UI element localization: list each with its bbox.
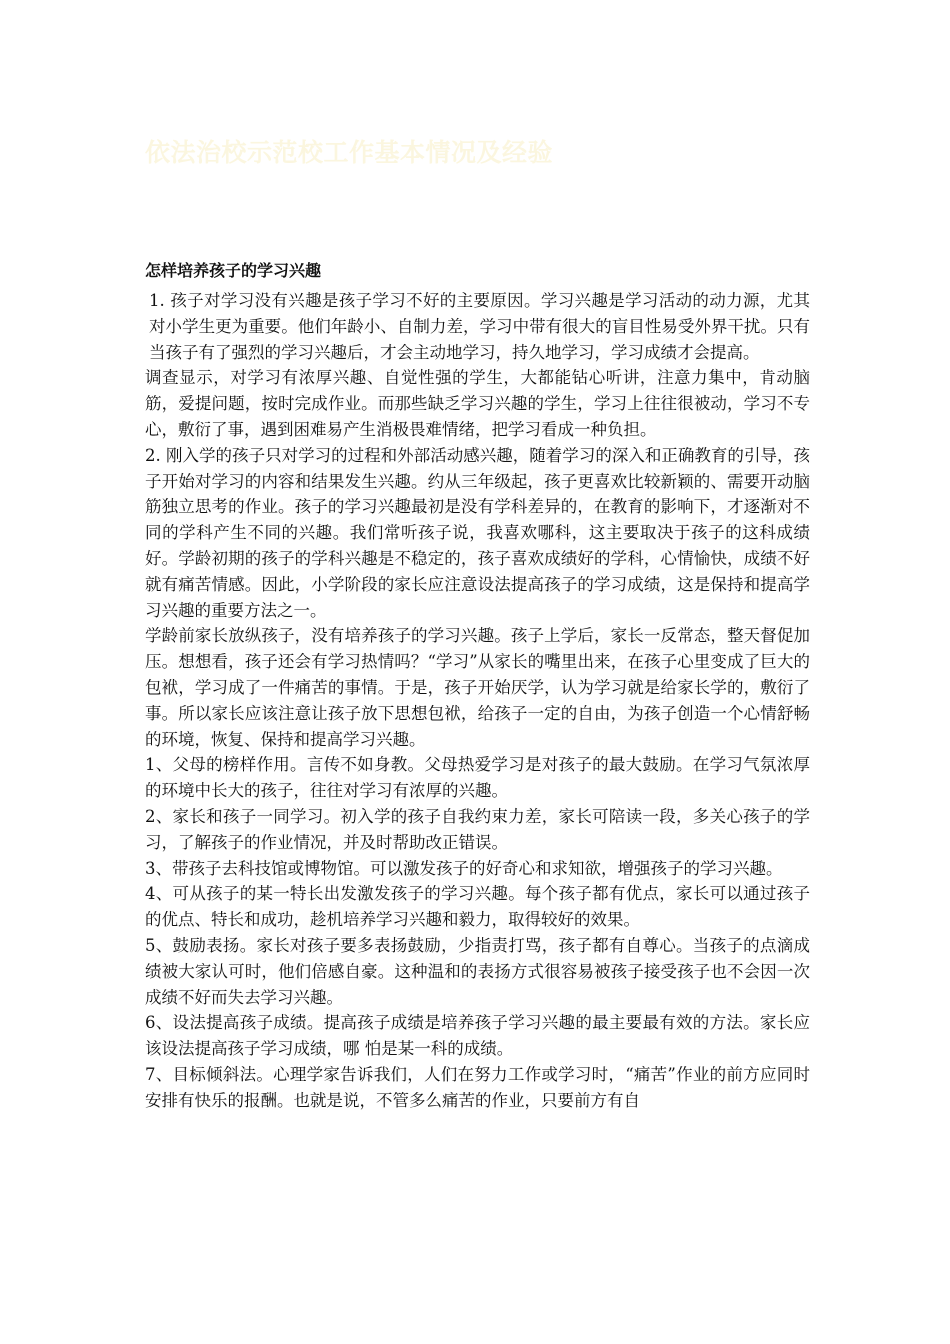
paragraph: 1. 孩子对学习没有兴趣是孩子学习不好的主要原因。学习兴趣是学习活动的动力源，尤其对小学生更为重要。他们年龄小、自制力差，学习中带有很大的盲目性易受外界干扰。只有当孩子有了强烈的学习兴趣后，才会主动地学习，持久地学习，学习成绩才会提高。 [149, 291, 810, 362]
watermark-title: 依法治校示范校工作基本情况及经验 [145, 138, 554, 167]
paragraph: 学龄前家长放纵孩子，没有培养孩子的学习兴趣。孩子上学后，家长一反常态，整天督促加压。想想看，孩子还会有学习热情吗？“学习”从家长的嘴里出来，在孩子心里变成了巨大的包袱，学习成了一件痛苦的事情。于是，孩子开始厌学，认为学习就是给家长学的，敷衍了事。所以家长应该注意让孩子放下思想包袱，给孩子一定的自由，为孩子创造一个心情舒畅的环境，恢复、保持和提高学习兴趣。 [145, 626, 810, 749]
list-item-paragraph: 2、家长和孩子一同学习。初入学的孩子自我约束力差，家长可陪读一段，多关心孩子的学习，了解孩子的作业情况，并及时帮助改正错误。 [145, 806, 810, 852]
article-body [145, 288, 810, 1114]
list-item-paragraph: 7、目标倾斜法。心理学家告诉我们，人们在努力工作或学习时，“痛苦”作业的前方应同时安排有快乐的报酬。也就是说，不管多么痛苦的作业，只要前方有自 [145, 1064, 810, 1110]
list-item-paragraph: 6、设法提高孩子成绩。提高孩子成绩是培养孩子学习兴趣的最主要最有效的方法。家长应该设法提高孩子学习成绩，哪 怕是某一科的成绩。 [145, 1013, 810, 1059]
list-item-paragraph: 5、鼓励表扬。家长对孩子要多表扬鼓励，少指责打骂，孩子都有自尊心。当孩子的点滴成绩被大家认可时，他们倍感自豪。这种温和的表扬方式很容易被孩子接受孩子也不会因一次成绩不好而失去学习兴趣。 [145, 935, 810, 1007]
list-item-paragraph: 1、父母的榜样作用。言传不如身教。父母热爱学习是对孩子的最大鼓励。在学习气氛浓厚的环境中长大的孩子，往往对学习有浓厚的兴趣。 [145, 755, 810, 801]
list-item-paragraph: 3、带孩子去科技馆或博物馆。可以激发孩子的好奇心和求知欲，增强孩子的学习兴趣。 [145, 858, 783, 878]
list-item-paragraph: 4、可从孩子的某一特长出发激发孩子的学习兴趣。每个孩子都有优点，家长可以通过孩子的优点、特长和成功，趁机培养学习兴趣和毅力，取得较好的效果。 [145, 884, 810, 930]
paragraph: 调查显示，对学习有浓厚兴趣、自觉性强的学生，大都能钻心听讲，注意力集中，肯动脑筋，爱提问题，按时完成作业。而那些缺乏学习兴趣的学生，学习上往往很被动，学习不专心，敷衍了事，遇到困难易产生消极畏难情绪，把学习看成一种负担。 [145, 368, 810, 439]
paragraph: 2. 刚入学的孩子只对学习的过程和外部活动感兴趣，随着学习的深入和正确教育的引导，孩子开始对学习的内容和结果发生兴趣。约从三年级起，孩子更喜欢比较新颖的、需要开动脑筋独立思考的作业。孩子的学习兴趣最初是没有学科差异的，在教育的影响下，才逐渐对不同的学科产生不同的兴趣。我们常听孩子说，我喜欢哪科，这主要取决于孩子的这科成绩好。学龄初期的孩子的学科兴趣是不稳定的，孩子喜欢成绩好的学科，心情愉快，成绩不好就有痛苦情感。因此，小学阶段的家长应注意设法提高孩子的学习成绩，这是保持和提高学习兴趣的重要方法之一。 [145, 445, 810, 620]
article-heading: 怎样培养孩子的学习兴趣 [145, 261, 322, 280]
